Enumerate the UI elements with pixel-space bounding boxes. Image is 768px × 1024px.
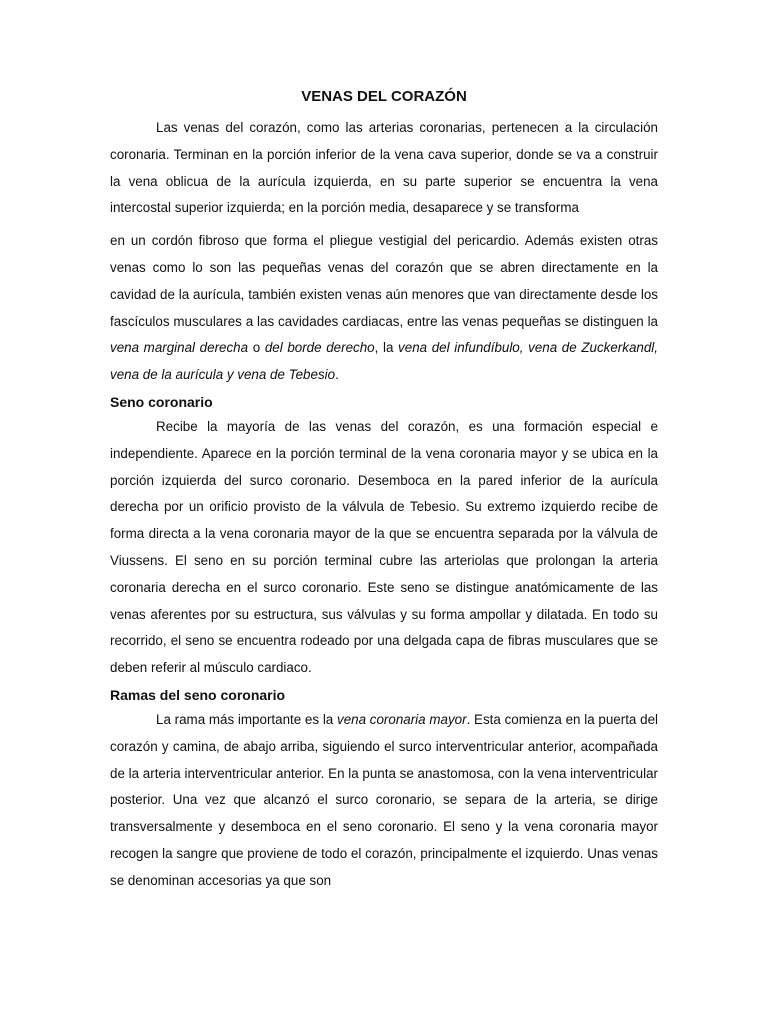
- ramas-italic-1: vena coronaria mayor: [337, 711, 467, 727]
- intro-text-4: , la: [374, 340, 399, 356]
- intro-italic-1: vena marginal derecha: [110, 340, 249, 356]
- intro-italic-2: del borde derecho: [264, 340, 375, 356]
- document-title: VENAS DEL CORAZÓN: [301, 88, 467, 105]
- intro-italic-3: vena del infundíbulo, vena de Zuckerkandl, vena de la aurícula y vena de Tebesio: [110, 340, 658, 383]
- intro-text-1: Las venas del corazón, como las arterias coronarias, pertenecen a la circulación coronaria. Terminan en la porción inferior de la vena cava superior, donde se va a construir la vena oblicua de la aurícula izquierda, en su parte superior se encuentra la vena intercostal superior izquierda; en la porción media, desaparece y se transforma: [110, 120, 658, 216]
- ramas-paragraph: [110, 707, 658, 895]
- intro-text-2: en un cordón fibroso que forma el pliegue vestigial del pericardio. Además existen otras venas como lo son las pequeñas venas del corazón que se abren directamente en la cavidad de la aurícula, también existen venas aún menores que van directamente desde los fascículos musculares a las cavidades cardiacas, entre las venas pequeñas se distinguen la: [110, 233, 658, 329]
- ramas-text-2: . Esta comienza en la puerta del corazón y camina, de abajo arriba, siguiendo el surco interventricular anterior, acompañada de la arteria interventricular anterior. En la punta se anastomosa, con la vena interventricular posterior. Una vez que alcanzó el surco coronario, se separa de la arteria, se dirige transversalmente y desemboca en el seno coronario. El seno y la vena coronaria mayor recogen la sangre que proviene de todo el corazón, principalmente el izquierdo. Unas venas se denominan accesorias ya que son: [110, 711, 658, 888]
- section-heading-seno-coronario: Seno coronario: [110, 393, 213, 410]
- intro-paragraph-continued: [110, 228, 658, 389]
- section-heading-ramas: Ramas del seno coronario: [110, 686, 286, 703]
- intro-text-3: o: [248, 340, 265, 356]
- ramas-text-1: La rama más importante es la: [156, 711, 337, 727]
- seno-coronario-paragraph: Recibe la mayoría de las venas del corazón, es una formación especial e independiente. Aparece en la porción terminal de la vena coronaria mayor y se ubica en la porción izquierda del surco coronario. Desemboca en la pared inferior de la aurícula derecha por un orificio provisto de la válvula de Tebesio. Su extremo izquierdo recibe de forma directa a la vena coronaria mayor de la que se encuentra separada por la válvula de Viussens. El seno en su porción terminal cubre las arteriolas que prolongan la arteria coronaria derecha en el surco coronario. Este seno se distingue anatómicamente de las venas aferentes por su estructura, sus válvulas y su forma ampollar y dilatada. En todo su recorrido, el seno se encuentra rodeado por una delgada capa de fibras musculares que se deben referir al músculo cardiaco.: [110, 418, 658, 676]
- intro-paragraph: [110, 115, 658, 222]
- intro-text-5: .: [335, 367, 339, 383]
